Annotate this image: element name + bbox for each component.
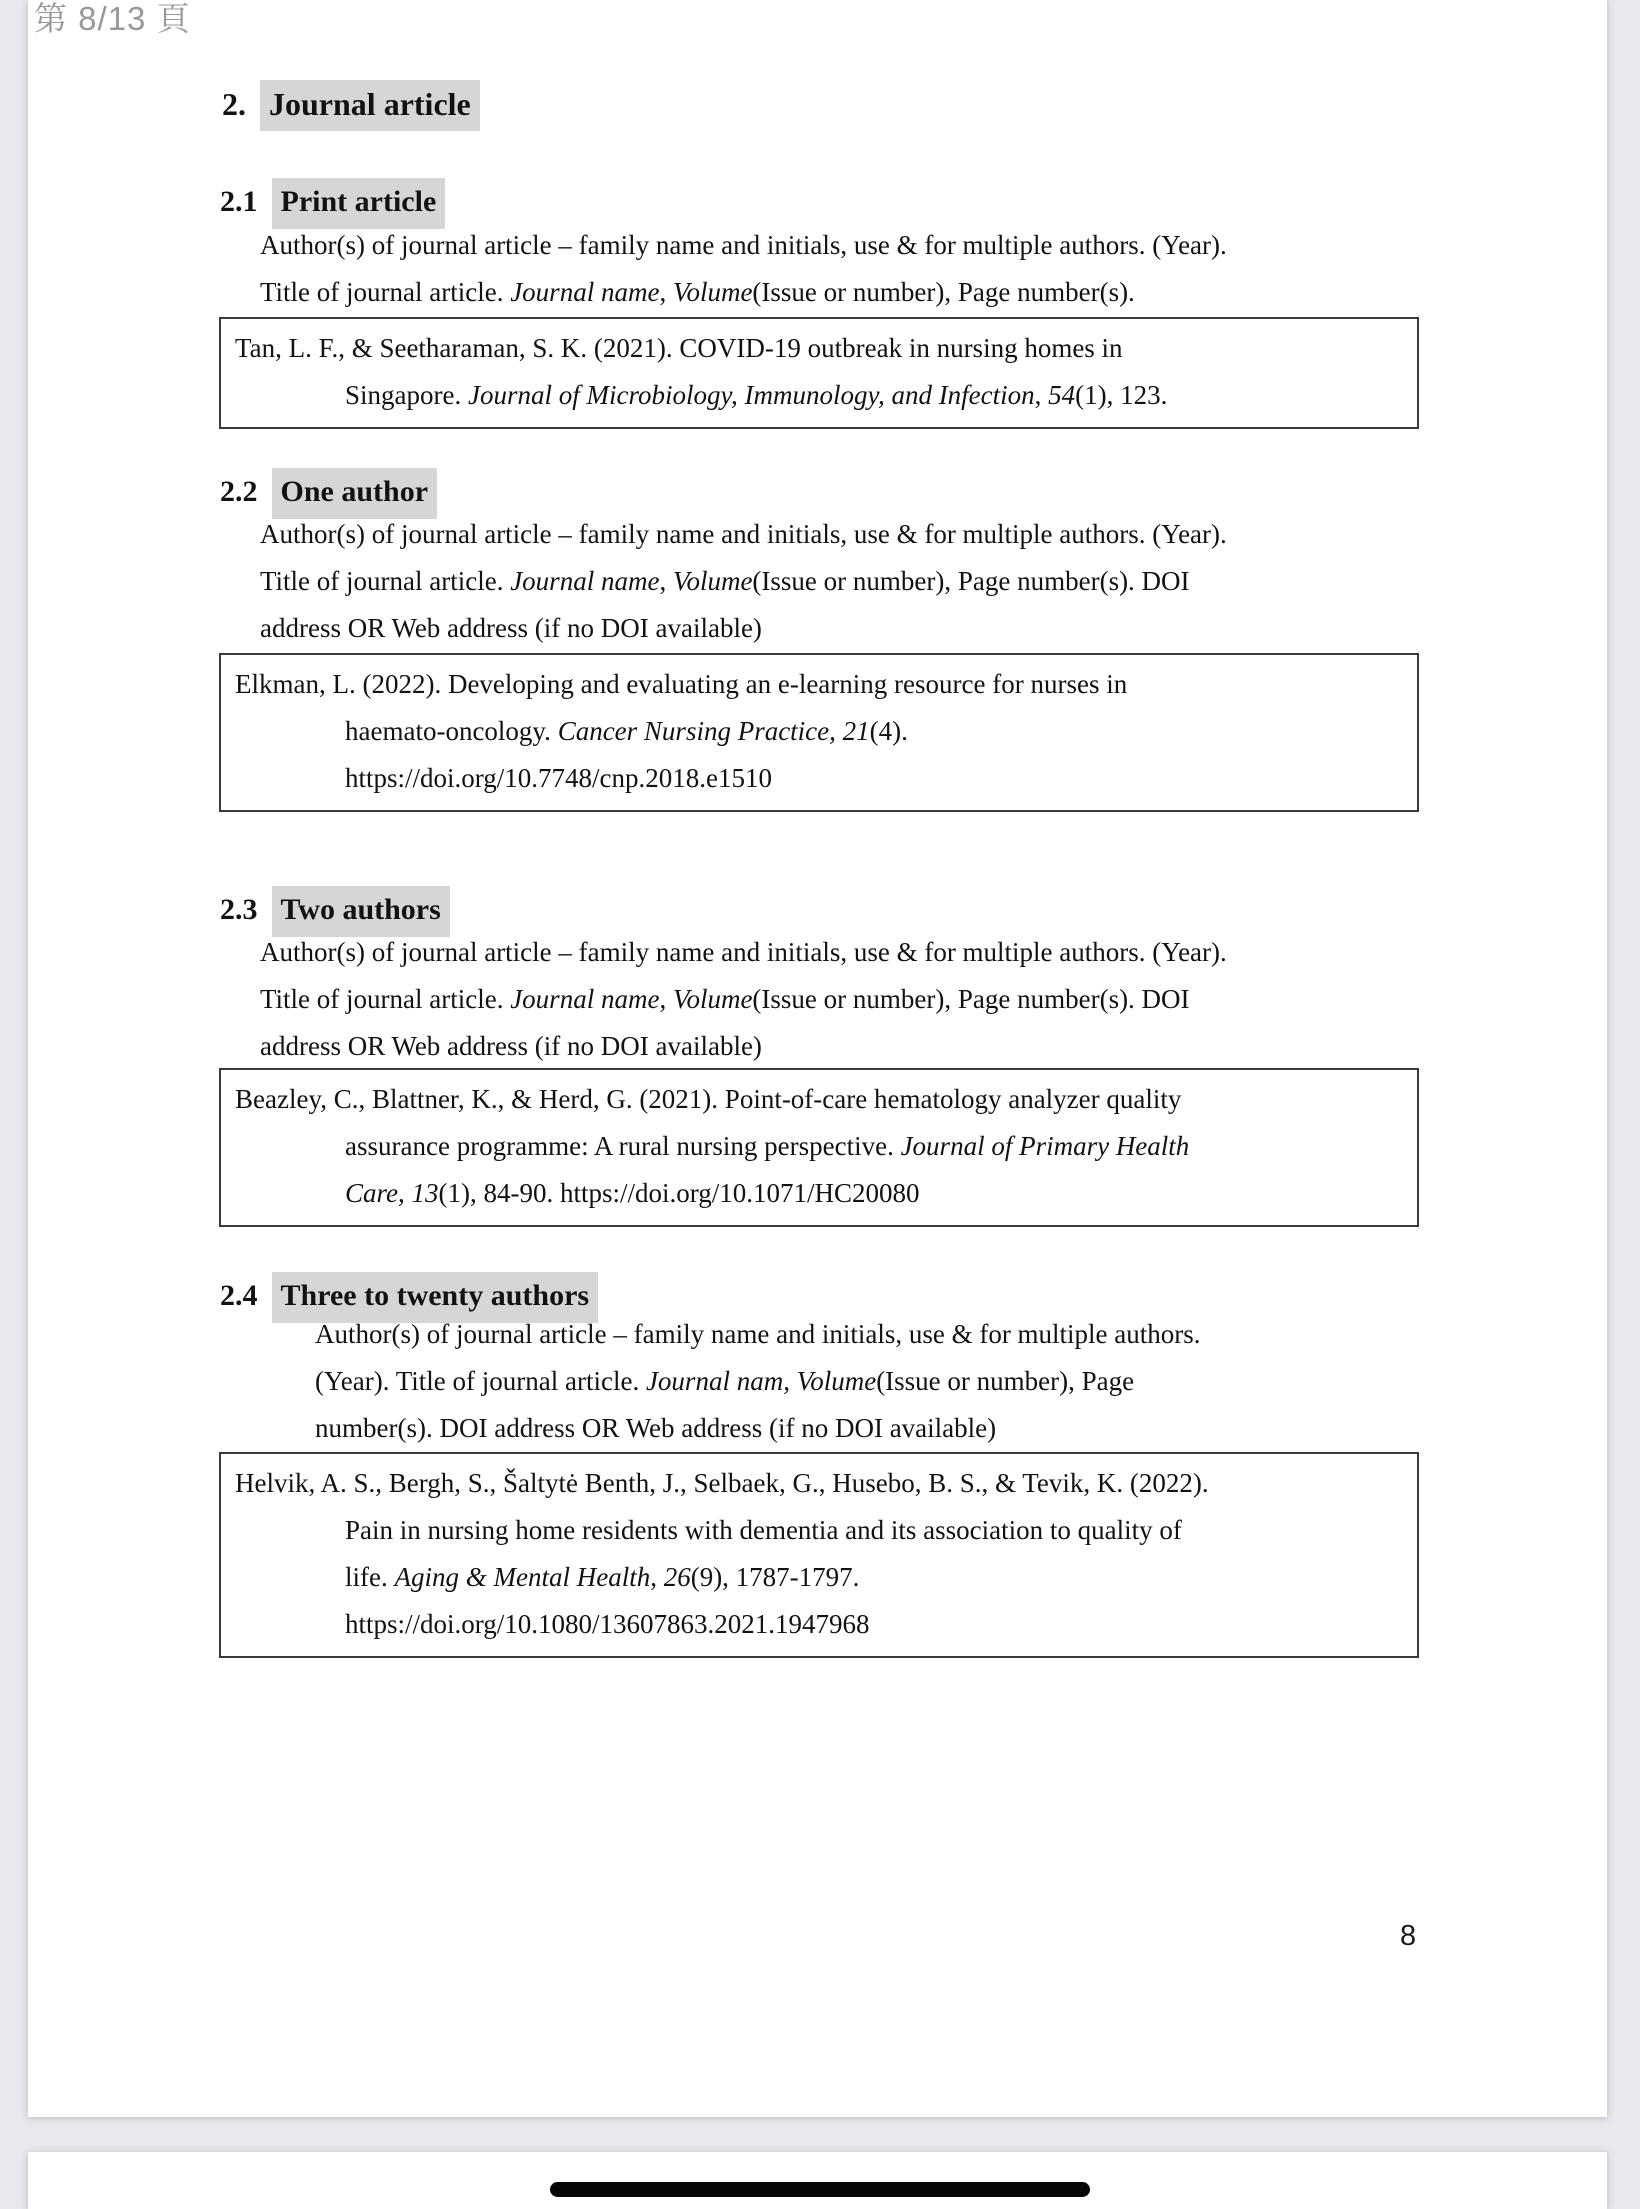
description-line: Title of journal article. Journal name, Volume(Issue or number), Page number(s). DOI	[260, 566, 1190, 596]
description-line: Title of journal article. Journal name, Volume(Issue or number), Page number(s).	[260, 277, 1135, 307]
format-description	[260, 222, 1227, 316]
description-line: (Year). Title of journal article. Journal nam, Volume(Issue or number), Page	[315, 1366, 1135, 1396]
heading-number: 2.	[222, 86, 246, 122]
heading-label-highlighted: One author	[272, 468, 438, 519]
description-line: address OR Web address (if no DOI available)	[260, 1031, 762, 1061]
reference-example-box	[219, 1068, 1419, 1227]
reference-line: Care, 13(1), 84-90. https://doi.org/10.1071/HC20080	[345, 1178, 920, 1208]
description-line: Author(s) of journal article – family name and initials, use & for multiple authors. (Year).	[260, 937, 1227, 967]
description-line: Author(s) of journal article – family name and initials, use & for multiple authors. (Year).	[260, 230, 1227, 260]
format-description	[260, 929, 1227, 1070]
page-number: 8	[1400, 1920, 1417, 1952]
reference-line: assurance programme: A rural nursing perspective. Journal of Primary Health	[345, 1131, 1190, 1161]
reference-line: Elkman, L. (2022). Developing and evaluating an e-learning resource for nurses in	[235, 669, 1128, 699]
description-line: number(s). DOI address OR Web address (if no DOI available)	[315, 1413, 997, 1443]
reference-example-box	[219, 653, 1419, 812]
description-line: Title of journal article. Journal name, Volume(Issue or number), Page number(s). DOI	[260, 984, 1190, 1014]
heading-number: 2.3	[220, 893, 258, 926]
reference-line: https://doi.org/10.7748/cnp.2018.e1510	[345, 763, 772, 793]
reference-line: life. Aging & Mental Health, 26(9), 1787-1797.	[345, 1562, 860, 1592]
heading-number: 2.2	[220, 475, 258, 508]
document-page-9-edge	[28, 2152, 1607, 2209]
reference-line: https://doi.org/10.1080/13607863.2021.1947968	[345, 1609, 870, 1639]
heading-label-highlighted: Three to twenty authors	[272, 1272, 599, 1323]
reference-line: Pain in nursing home residents with dementia and its association to quality of	[345, 1515, 1182, 1545]
reference-example-box	[219, 1452, 1419, 1658]
reference-line: Beazley, C., Blattner, K., & Herd, G. (2021). Point-of-care hematology analyzer quality	[235, 1084, 1182, 1114]
description-line: address OR Web address (if no DOI available)	[260, 613, 762, 643]
format-description	[315, 1311, 1201, 1452]
reference-line: Tan, L. F., & Seetharaman, S. K. (2021). COVID-19 outbreak in nursing homes in	[235, 333, 1123, 363]
heading-number: 2.1	[220, 185, 258, 218]
reference-line: Helvik, A. S., Bergh, S., Šaltytė Benth, J., Selbaek, G., Husebo, B. S., & Tevik, K. (2022).	[235, 1468, 1209, 1498]
page-position-indicator: 第 8/13 頁	[34, 0, 191, 37]
heading-number: 2.4	[220, 1279, 258, 1312]
reference-line: haemato-oncology. Cancer Nursing Practice, 21(4).	[345, 716, 908, 746]
reference-example-box	[219, 317, 1419, 429]
document-page-8	[28, 0, 1607, 2117]
home-indicator-bar[interactable]	[550, 2182, 1090, 2197]
format-description	[260, 511, 1227, 652]
section-heading-journal-article	[222, 80, 480, 131]
reference-line: Singapore. Journal of Microbiology, Immunology, and Infection, 54(1), 123.	[345, 380, 1168, 410]
description-line: Author(s) of journal article – family name and initials, use & for multiple authors. (Year).	[260, 519, 1227, 549]
heading-label-highlighted: Print article	[272, 178, 446, 229]
heading-label-highlighted: Journal article	[260, 80, 480, 131]
heading-label-highlighted: Two authors	[272, 886, 450, 937]
description-line: Author(s) of journal article – family name and initials, use & for multiple authors.	[315, 1319, 1201, 1349]
